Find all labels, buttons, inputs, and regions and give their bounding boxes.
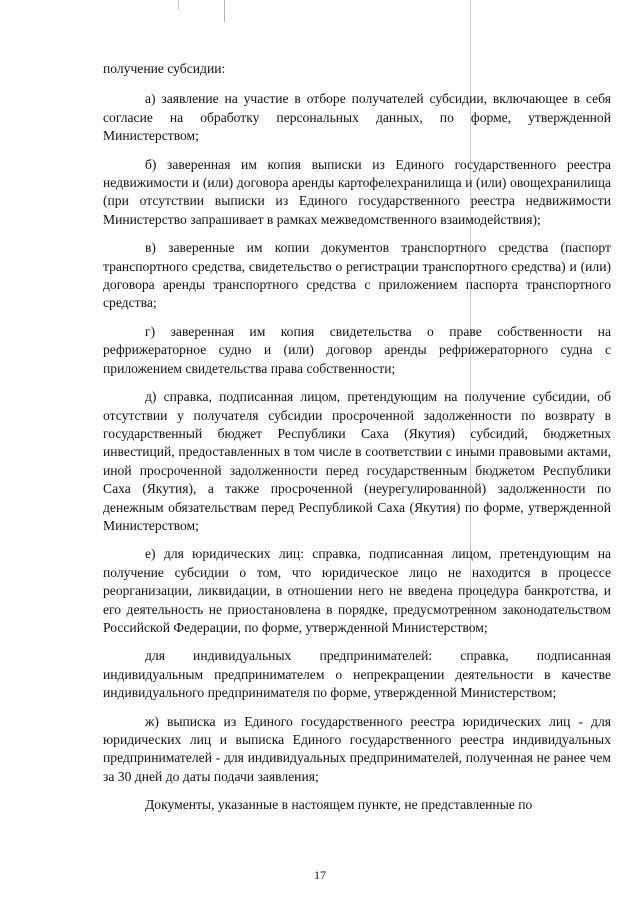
paragraph-documents-note: Документы, указанные в настоящем пункте, не представленные по: [145, 797, 533, 813]
paragraph-individual-entrepreneurs: для индивидуальных предпринимателей: справка, подписанная индивидуальным предпринимателем о непрекращении деятельности в качестве индивидуального предпринимателя по форме, утвержденной Министерством;: [103, 648, 611, 701]
document-body: [103, 60, 611, 825]
paragraph-g: г) заверенная им копия свидетельства о праве собственности на рефрижераторное судно и (или) договор аренды рефрижераторного судна с приложением свидетельства права собственности;: [103, 323, 611, 376]
paragraph-a: а) заявление на участие в отборе получателей субсидии, включающее в себя согласие на обработку персональных данных, по форме, утвержденной Министерством;: [103, 91, 611, 144]
scan-artifact: [224, 0, 225, 22]
paragraph-v: в) заверенные им копии документов транспортного средства (паспорт транспортного средства, свидетельство о регистрации транспортного средства) и (или) договора аренды транспортного средства с приложением паспорта транспортного средства;: [103, 240, 611, 311]
paragraph-intro: получение субсидии:: [103, 61, 226, 76]
page-number: 17: [314, 868, 326, 882]
paragraph-e: е) для юридических лиц: справка, подписанная лицом, претендующим на получение субсидии о том, что юридическое лицо не находится в процессе реорганизации, ликвидации, в отношении него не введена процедура банкротства, и его деятельность не приостановлена в порядке, предусмотренном законодательством Российской Федерации, по форме, утвержденной Министерством;: [103, 546, 611, 635]
paragraph-b: б) заверенная им копия выписки из Единого государственного реестра недвижимости и (или) договора аренды картофелехранилища и (или) овощехранилища (при отсутствии выписки из Единого государственного реестра недвижимости Министерство запрашивает в рамках межведомственного взаимодействия);: [103, 156, 611, 227]
paragraph-d: д) справка, подписанная лицом, претендующим на получение субсидии, об отсутствии у получателя субсидии просроченной задолженности по возврату в государственный бюджет Республики Саха (Якутия) субсидий, бюджетных инвестиций, предоставленных в том числе в соответствии с иными правовыми актами, иной просроченной задолженности перед государственным бюджетом Республики Саха (Якутия), а также просроченной (неурегулированной) задолженности по денежным обязательствам перед Республикой Саха (Якутия) по форме, утвержденной Министерством;: [103, 389, 611, 533]
paragraph-zh: ж) выписка из Единого государственного реестра юридических лиц - для юридических лиц и выписка Единого государственного реестра индивидуальных предпринимателей - для индивидуальных предпринимателей, полученная не ранее чем за 30 дней до даты подачи заявления;: [103, 713, 611, 784]
scan-artifact: [178, 0, 179, 10]
